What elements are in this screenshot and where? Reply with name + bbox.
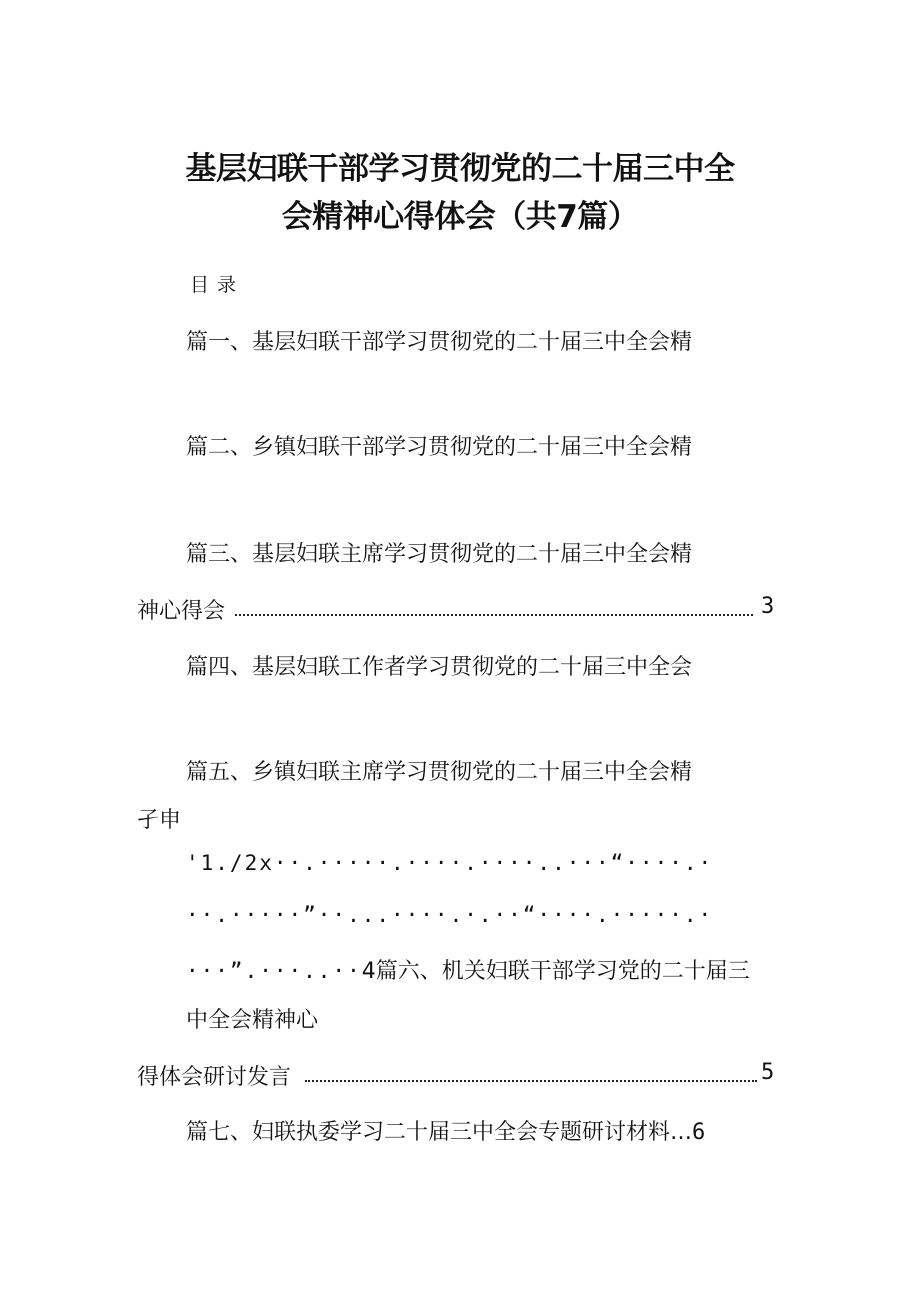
toc-entry-6-line — [186, 954, 750, 985]
toc-entry-3: 篇三、基层妇联主席学习贯彻党的二十届三中全会精 — [186, 542, 693, 567]
garbled-leader-line-2: ··.·····”··...····.·.··“····.·····.· — [186, 903, 714, 927]
toc-entry-3-cont-text: 神心得会 — [137, 599, 226, 624]
toc-entry-3-continuation — [137, 594, 777, 625]
garbled-leader-line-1: '1./2x··.·····.····.····..···“····.· — [186, 851, 714, 875]
toc-entry-2: 篇二、乡镇妇联干部学习贯彻党的二十届三中全会精 — [186, 435, 693, 460]
toc-entry-3-page: 3 — [761, 594, 775, 619]
document-title-line-2: 会精神心得体会（共7篇） — [281, 199, 639, 235]
toc-entry-5: 篇五、乡镇妇联主席学习贯彻党的二十届三中全会精 — [186, 760, 693, 785]
toc-entry-7 — [186, 1115, 705, 1146]
toc-entry-5-continuation: 孑申 — [137, 808, 182, 833]
dot-leader — [235, 594, 753, 616]
toc-entry-6-final-text: 得体会研讨发言 — [137, 1065, 292, 1090]
toc-entry-7-page: 6 — [692, 1120, 706, 1145]
dot-leader — [305, 1060, 757, 1082]
toc-entry-7-text: 篇七、妇联执委学习二十届三中全会专题研讨材料… — [186, 1120, 693, 1145]
toc-entry-1: 篇一、基层妇联干部学习贯彻党的二十届三中全会精 — [186, 330, 693, 355]
toc-entry-4: 篇四、基层妇联工作者学习贯彻党的二十届三中全会 — [186, 655, 693, 680]
toc-entry-6-continuation: 中全会精神心 — [186, 1008, 319, 1033]
toc-entry-6-final — [137, 1060, 777, 1091]
toc-heading: 目录 — [190, 274, 245, 296]
toc-entry-6-page: 5 — [761, 1060, 775, 1085]
document-title-line-1: 基层妇联干部学习贯彻党的二十届三中全 — [185, 151, 735, 187]
garbled-leader-line-3: ···”.···..·· — [186, 959, 362, 983]
toc-entry-6: 4篇六、机关妇联干部学习党的二十届三 — [361, 959, 750, 984]
